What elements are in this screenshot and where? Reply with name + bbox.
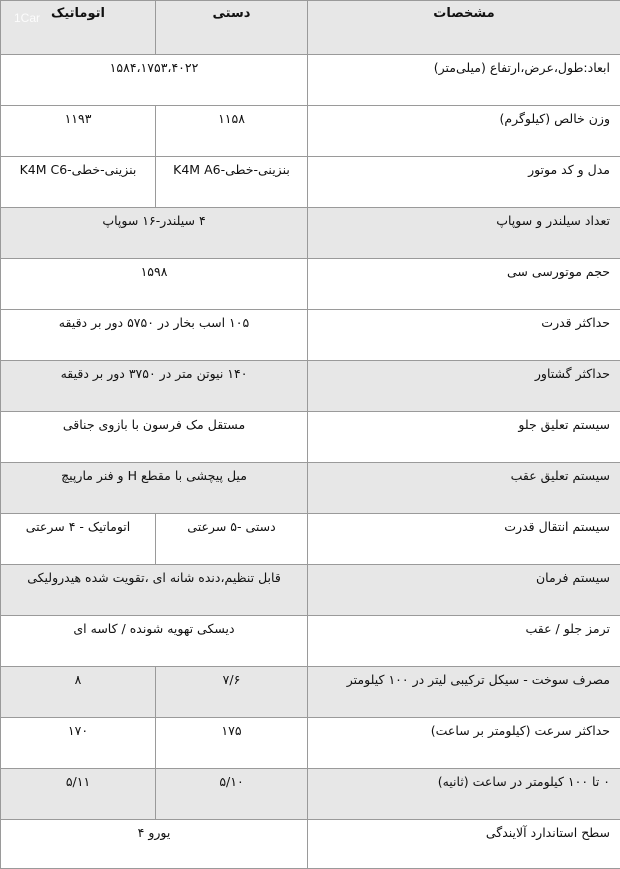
spec-value-automatic: ۱۱۹۳ xyxy=(1,106,156,157)
header-automatic: اتوماتیک xyxy=(1,1,156,55)
spec-value-shared: دیسکی تهویه شونده / کاسه ای xyxy=(1,616,308,667)
table-row xyxy=(1,463,620,514)
spec-value-manual: ۷/۶ xyxy=(156,667,308,718)
spec-value-shared: یورو ۴ xyxy=(1,820,308,869)
spec-label: سیستم فرمان xyxy=(308,565,620,616)
spec-value-manual: بنزینی-خطی-K4M A6 xyxy=(156,157,308,208)
spec-label: مدل و کد موتور xyxy=(308,157,620,208)
spec-label: ابعاد:طول،عرض،ارتفاع (میلی‌متر) xyxy=(308,55,620,106)
spec-label: حداکثر قدرت xyxy=(308,310,620,361)
table-row xyxy=(1,361,620,412)
table-row xyxy=(1,412,620,463)
watermark-logo: 1Car xyxy=(14,11,40,25)
table-row xyxy=(1,718,620,769)
spec-value-shared: ۱۵۹۸ xyxy=(1,259,308,310)
spec-table-body xyxy=(1,1,620,869)
table-row xyxy=(1,157,620,208)
table-row xyxy=(1,514,620,565)
spec-value-automatic: ۱۷۰ xyxy=(1,718,156,769)
spec-value-shared: ۴ سیلندر-۱۶ سوپاپ xyxy=(1,208,308,259)
spec-value-manual: ۵/۱۰ xyxy=(156,769,308,820)
table-row xyxy=(1,667,620,718)
table-row xyxy=(1,259,620,310)
header-spec: مشخصات xyxy=(308,1,620,55)
table-row xyxy=(1,208,620,259)
table-row xyxy=(1,106,620,157)
spec-label: مصرف سوخت - سیکل ترکیبی لیتر در ۱۰۰ کیلومتر xyxy=(308,667,620,718)
spec-label: سیستم انتقال قدرت xyxy=(308,514,620,565)
spec-value-shared: ۱۴۰ نیوتن متر در ۳۷۵۰ دور بر دقیقه xyxy=(1,361,308,412)
spec-value-shared: قابل تنظیم،دنده شانه ای ،تقویت شده هیدرولیکی xyxy=(1,565,308,616)
spec-value-automatic: اتوماتیک - ۴ سرعتی xyxy=(1,514,156,565)
table-row xyxy=(1,55,620,106)
header-manual: دستی xyxy=(156,1,308,55)
spec-label: سیستم تعلیق جلو xyxy=(308,412,620,463)
spec-value-manual: دستی -۵ سرعتی xyxy=(156,514,308,565)
table-row xyxy=(1,616,620,667)
spec-label: سیستم تعلیق عقب xyxy=(308,463,620,514)
header-row xyxy=(1,1,620,55)
spec-label: وزن خالص (کیلوگرم) xyxy=(308,106,620,157)
table-row xyxy=(1,565,620,616)
table-row xyxy=(1,310,620,361)
spec-value-manual: ۱۷۵ xyxy=(156,718,308,769)
spec-value-shared: ۱۰۵ اسب بخار در ۵۷۵۰ دور بر دقیقه xyxy=(1,310,308,361)
table-row xyxy=(1,769,620,820)
spec-label: حداکثر سرعت (کیلومتر بر ساعت) xyxy=(308,718,620,769)
spec-label: حجم موتورسی سی xyxy=(308,259,620,310)
spec-value-shared: میل پیچشی با مقطع H و فنر مارپیچ xyxy=(1,463,308,514)
spec-label: ۰ تا ۱۰۰ کیلومتر در ساعت (ثانیه) xyxy=(308,769,620,820)
spec-value-automatic: بنزینی-خطی-K4M C6 xyxy=(1,157,156,208)
spec-value-manual: ۱۱۵۸ xyxy=(156,106,308,157)
table-row xyxy=(1,820,620,869)
spec-value-shared: ۱۵۸۴،۱۷۵۳،۴۰۲۲ xyxy=(1,55,308,106)
spec-value-automatic: ۵/۱۱ xyxy=(1,769,156,820)
spec-label: ترمز جلو / عقب xyxy=(308,616,620,667)
spec-label: سطح استاندارد آلایندگی xyxy=(308,820,620,869)
spec-label: حداکثر گشتاور xyxy=(308,361,620,412)
spec-value-shared: مستقل مک فرسون با بازوی جناقی xyxy=(1,412,308,463)
spec-value-automatic: ۸ xyxy=(1,667,156,718)
spec-label: تعداد سیلندر و سوپاپ xyxy=(308,208,620,259)
